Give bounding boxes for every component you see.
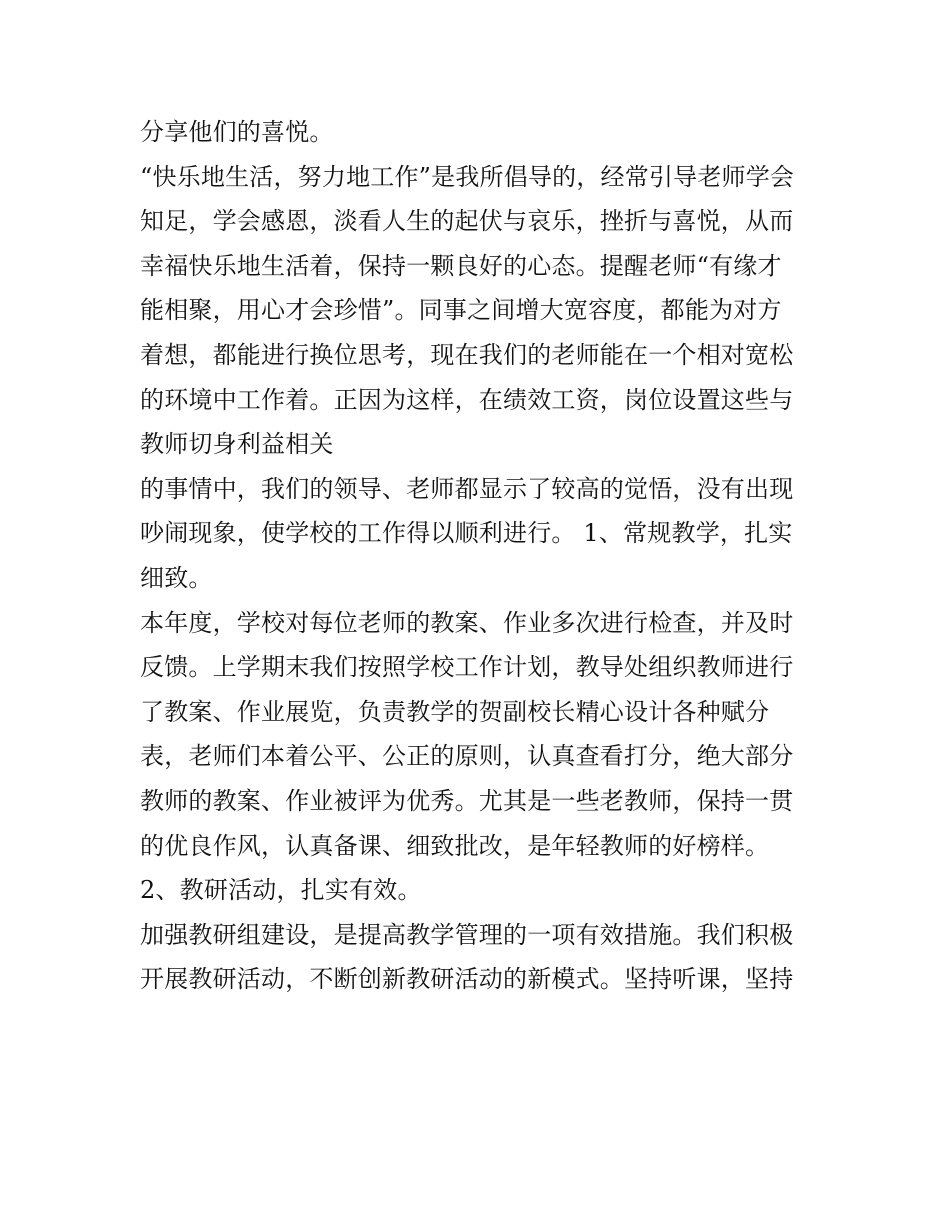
text-line: 吵闹现象，使学校的工作得以顺利进行。 1、常规教学，扎实	[140, 519, 793, 548]
text-line: 的环境中工作着。正因为这样，在绩效工资，岗位设置这些与	[140, 385, 794, 414]
text-line: 分享他们的喜悦。	[140, 118, 334, 146]
text-line: 反馈。上学期末我们按照学校工作计划，教导处组织教师进行	[140, 653, 794, 682]
text-line: 细致。	[140, 563, 213, 592]
text-line: 表，老师们本着公平、公正的原则，认真查看打分，绝大部分	[140, 742, 794, 771]
text-line: 知足，学会感恩，淡看人生的起伏与哀乐，挫折与喜悦，从而	[140, 207, 794, 236]
text-line: 了教案、作业展览，负责教学的贺副校长精心设计各种赋分	[140, 697, 770, 726]
text-line: “快乐地生活，努力地工作”是我所倡导的，经常引导老师学会	[140, 162, 795, 191]
text-line: 教师切身利益相关	[140, 430, 334, 459]
text-line: 幸福快乐地生活着，保持一颗良好的心态。提醒老师“有缘才	[140, 251, 782, 280]
text-line: 能相聚，用心才会珍惜”。同事之间增大宽容度，都能为对方	[140, 296, 782, 325]
text-line: 着想，都能进行换位思考，现在我们的老师能在一个相对宽松	[140, 340, 794, 369]
document-body	[140, 110, 820, 1002]
text-line: 的优良作风，认真备课、细致批改，是年轻教师的好榜样。	[140, 831, 770, 860]
text-line: 教师的教案、作业被评为优秀。尤其是一些老教师，保持一贯	[140, 786, 794, 815]
text-line: 开展教研活动，不断创新教研活动的新模式。坚持听课，坚持	[140, 965, 794, 994]
section-heading: 2、教研活动，扎实有效。	[140, 876, 422, 905]
text-line: 本年度，学校对每位老师的教案、作业多次进行检查，并及时	[140, 608, 794, 637]
text-line: 的事情中，我们的领导、老师都显示了较高的觉悟，没有出现	[140, 474, 794, 503]
text-line: 加强教研组建设，是提高教学管理的一项有效措施。我们积极	[140, 920, 794, 949]
